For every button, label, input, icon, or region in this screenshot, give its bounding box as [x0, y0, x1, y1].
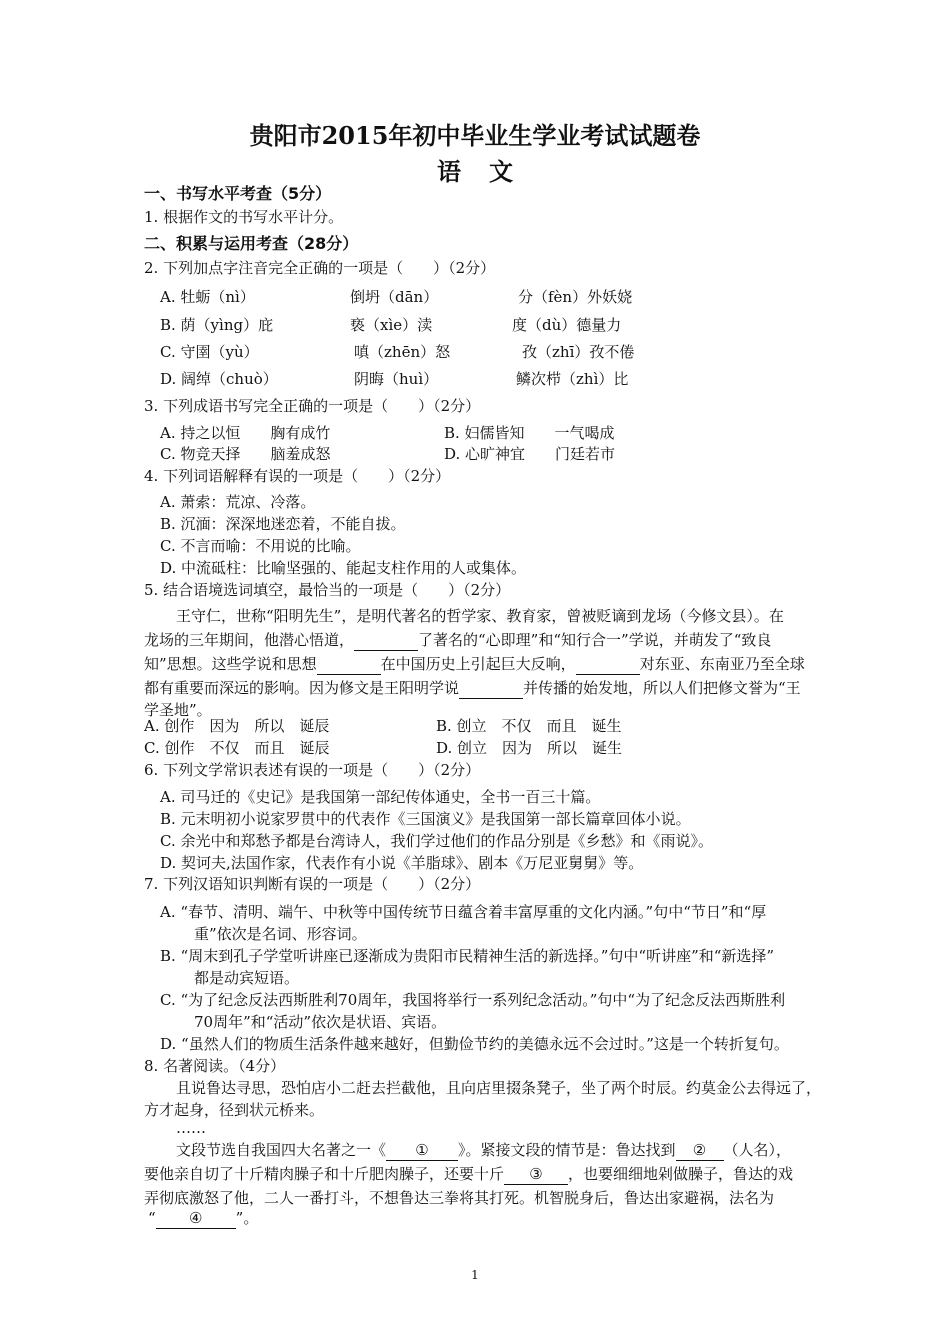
question-4-stem: 4. 下列词语解释有误的一项是（ ）（2分） [144, 467, 451, 485]
option: C. 创作 不仅 而且 诞辰 [144, 739, 330, 757]
question-6-stem: 6. 下列文学常识表述有误的一项是（ ）（2分） [144, 761, 481, 779]
option-word: 孜（zhī）孜不倦 [522, 343, 635, 361]
option-word: 亵（xìe）渎 [350, 316, 433, 334]
option-word: 度（dù）德量力 [512, 316, 622, 334]
option: A. “春节、清明、端午、中秋等中国传统节日蕴含着丰富厚重的文化内涵。”句中“节日”和“厚 [160, 903, 767, 921]
option-word: 阴晦（huì） [354, 370, 439, 388]
option: D. 阔绰（chuò） [160, 370, 278, 388]
option-cont: 70周年”和“活动”依次是状语、宾语。 [194, 1013, 447, 1031]
option: B. 元末明初小说家罗贯中的代表作《三国演义》是我国第一部长篇章回体小说。 [160, 810, 691, 828]
option: B. 沉湎：深深地迷恋着，不能自拔。 [160, 515, 406, 533]
option-cont: 都是动宾短语。 [194, 969, 300, 987]
option: D. 中流砥柱：比喻坚强的、能起支柱作用的人或集体。 [160, 559, 527, 577]
option: B. 创立 不仅 而且 诞生 [436, 717, 622, 735]
subject-title: 语 文 [437, 157, 513, 186]
option: B. 妇儒皆知 一气喝成 [444, 424, 615, 442]
passage-line: 龙场的三年期间，他潜心悟道， 了著名的“心即理”和“知行合一”学说，并萌发了“致良 [144, 631, 772, 649]
page-number: 1 [471, 1268, 479, 1282]
ellipsis: …… [176, 1119, 206, 1137]
option: B. “周末到孔子学堂听讲座已逐渐成为贵阳市民精神生活的新选择。”句中“听讲座”和“新选择” [160, 947, 775, 965]
excerpt-line: 方才起身，径到状元桥来。 [144, 1101, 325, 1119]
option: D. 创立 因为 所以 诞生 [436, 739, 623, 757]
option-word: 倒坍（dān） [350, 288, 439, 306]
option: A. 创作 因为 所以 诞辰 [144, 717, 330, 735]
option-word: 分（fèn）外妖娆 [518, 288, 633, 306]
option-word: 鳞次栉（zhì）比 [516, 370, 629, 388]
page-title: 贵阳市2015年初中毕业生学业考试试题卷 [249, 121, 701, 150]
option: C. 余光中和郑愁予都是台湾诗人，我们学过他们的作品分别是《乡愁》和《雨说》。 [160, 832, 713, 850]
option: D. “虽然人们的物质生活条件越来越好，但勤俭节约的美德永远不会过时。”这是一个转折复句。 [160, 1035, 789, 1053]
option: C. 不言而喻：不用说的比喻。 [160, 537, 361, 555]
question-7-stem: 7. 下列汉语知识判断有误的一项是（ ）（2分） [144, 875, 481, 893]
option: D. 心旷神宜 门廷若市 [444, 445, 616, 463]
option-cont: 重”依次是名词、形容词。 [194, 925, 367, 943]
passage-line: 王守仁，世称“阳明先生”，是明代著名的哲学家、教育家，曾被贬谪到龙场（今修文县）。在 [176, 607, 784, 625]
question-line: 要他亲自切了十斤精肉臊子和十斤肥肉臊子，还要十斤 ③ ，也要细细地剁做臊子，鲁达的戏 [144, 1165, 794, 1183]
question-1: 1. 根据作文的书写水平计分。 [144, 208, 344, 226]
question-line: “ ④ ”。 [148, 1209, 259, 1227]
option: C. 物竞天择 脑羞成怒 [160, 445, 331, 463]
option: A. 牡蛎（nì） [160, 288, 255, 306]
passage-line: 知”思想。这些学说和思想 在中国历史上引起巨大反响， 对东亚、东南亚乃至全球 [144, 655, 805, 673]
option: A. 持之以恒 胸有成竹 [160, 424, 331, 442]
question-2-stem: 2. 下列加点字注音完全正确的一项是（ ）（2分） [144, 259, 496, 277]
passage-line: 都有重要而深远的影响。因为修文是王阳明学说 并传播的始发地，所以人们把修文誉为“王 [144, 679, 801, 697]
excerpt-line: 且说鲁达寻思，恐怕店小二赶去拦截他，且向店里掇条凳子，坐了两个时辰。约莫金公去得远了， [176, 1079, 822, 1097]
question-5-stem: 5. 结合语境选词填空，最恰当的一项是（ ）（2分） [144, 581, 511, 599]
passage-line: 学圣地”。 [144, 701, 212, 719]
section-heading: 二、积累与运用考查（28分） [144, 234, 359, 253]
question-line: 弄彻底激怒了他，二人一番打斗，不想鲁达三拳将其打死。机智脱身后，鲁达出家避祸，法名为 [144, 1189, 775, 1207]
option: B. 荫（yìng）庇 [160, 316, 274, 334]
option: C. “为了纪念反法西斯胜利70周年，我国将举行一系列纪念活动。”句中“为了纪念反法西斯胜利 [160, 991, 786, 1009]
option: C. 守圉（yù） [160, 343, 259, 361]
option: A. 萧索：荒凉、冷落。 [160, 493, 316, 511]
section-heading: 一、书写水平考查（5分） [144, 184, 332, 203]
option: A. 司马迁的《史记》是我国第一部纪传体通史，全书一百三十篇。 [160, 788, 601, 806]
option-word: 嗔（zhēn）怒 [354, 343, 451, 361]
question-line: 文段节选自我国四大名著之一《 ① 》。紧接文段的情节是：鲁达找到 ② （人名）， [176, 1141, 792, 1159]
question-3-stem: 3. 下列成语书写完全正确的一项是（ ）（2分） [144, 397, 481, 415]
question-8-stem: 8. 名著阅读。（4分） [144, 1057, 286, 1075]
option: D. 契诃夫,法国作家，代表作有小说《羊脂球》、剧本《万尼亚舅舅》等。 [160, 854, 644, 872]
